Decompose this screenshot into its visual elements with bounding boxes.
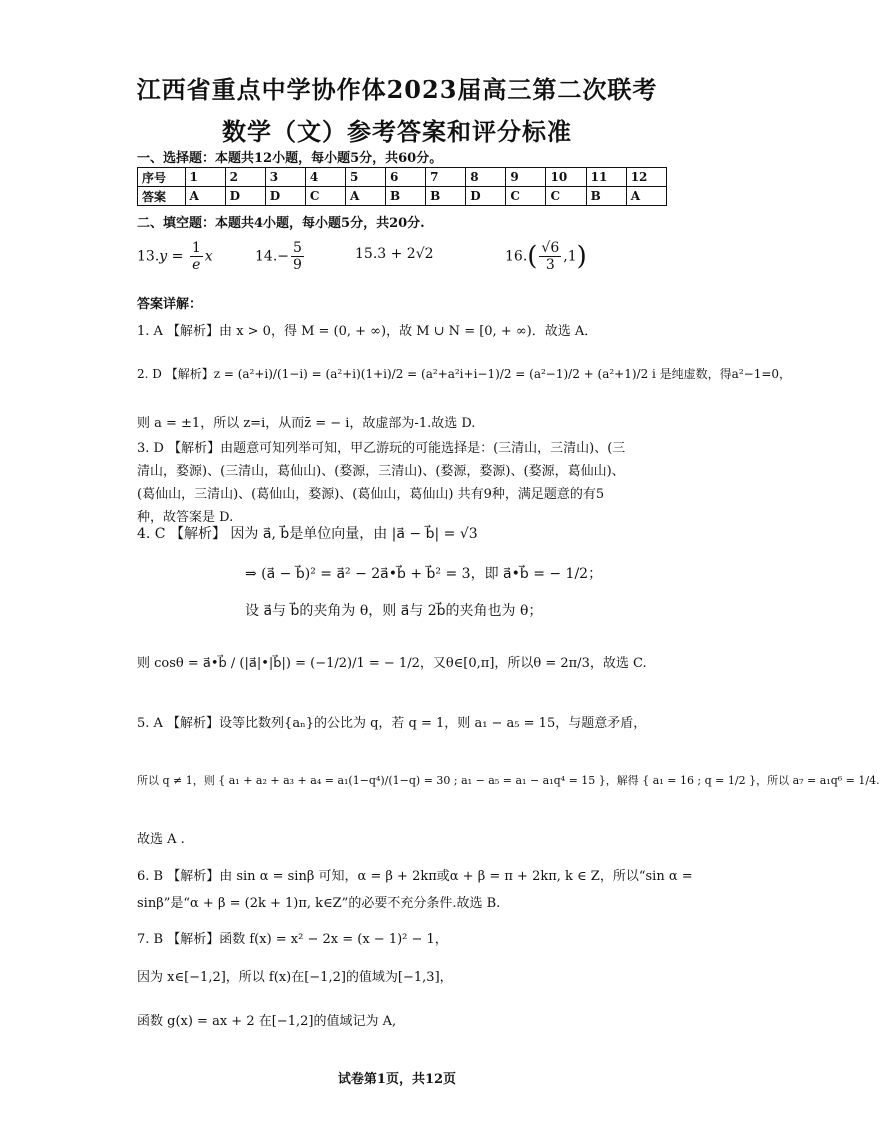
table-cell: 5 (345, 168, 385, 187)
table-cell: D (225, 187, 265, 206)
solution-3-line1: 3. D 【解析】由题意可知列举可知，甲乙游玩的可能选择是：(三清山，三清山)、(三 (137, 441, 626, 456)
fill-answer-16 (505, 240, 587, 273)
left-paren-icon: ( (527, 241, 538, 272)
table-cell: 12 (626, 168, 666, 187)
solution-4-line4: 则 cosθ = a⃗•b⃗ / (|a⃗|•|b⃗|) = (−1/2)/1 = − 1/2，又θ∈[0,π]，所以θ = 2π/3，故选 C. (137, 656, 647, 671)
table-header-answer: 答案 (138, 187, 186, 206)
section-fill-heading: 二、填空题：本题共4小题，每小题5分，共20分. (137, 216, 425, 231)
q13-rhs: x (204, 248, 213, 265)
table-cell: B (386, 187, 426, 206)
solution-2-line2: 则 a = ±1，所以 z=i，从而z̄ = − i，故虚部为-1.故选 D. (137, 416, 476, 431)
solution-6-line1: 6. B 【解析】由 sin α = sinβ 可知，α = β + 2kπ或α + β = π + 2kπ, k ∈ Z，所以“sin α = (137, 869, 693, 884)
table-row-numbers (138, 168, 667, 187)
solution-7-line1: 7. B 【解析】函数 f(x) = x² − 2x = (x − 1)² − 1， (137, 932, 448, 947)
table-cell: D (466, 187, 506, 206)
table-cell: A (185, 187, 225, 206)
q13-denominator: e (192, 257, 201, 273)
q13-fraction (190, 240, 203, 273)
table-cell: C (305, 187, 345, 206)
fill-answer-13 (137, 240, 213, 273)
table-cell: B (586, 187, 626, 206)
solution-4-line1: 4. C 【解析】 因为 a⃗, b⃗是单位向量，由 |a⃗ − b⃗| = √3 (137, 526, 478, 542)
solution-6-line2: sinβ”是“α + β = (2k + 1)π, k∈Z”的必要不充分条件.故选 B. (137, 896, 501, 911)
fill-answer-14 (255, 240, 306, 273)
table-cell: C (506, 187, 546, 206)
table-cell: A (345, 187, 385, 206)
right-paren-icon: ) (576, 241, 587, 272)
table-header-number: 序号 (138, 168, 186, 187)
table-cell: 6 (386, 168, 426, 187)
table-cell: 9 (506, 168, 546, 187)
table-cell: C (546, 187, 586, 206)
q14-denominator: 9 (293, 257, 302, 273)
solution-4-line3: 设 a⃗与 b⃗的夹角为 θ，则 a⃗与 2b⃗的夹角也为 θ； (245, 603, 543, 619)
q16-denominator: 3 (545, 257, 555, 273)
page-title: 江西省重点中学协作体2023届高三第二次联考 (136, 75, 658, 104)
q16-numerator: √6 (541, 240, 560, 256)
solution-3-line2: 清山，婺源)、(三清山，葛仙山)、(婺源，三清山)、(婺源，婺源)、(婺源，葛仙山)、 (137, 464, 625, 479)
solution-5-line2: 所以 q ≠ 1，则 { a₁ + a₂ + a₃ + a₄ = a₁(1−q⁴)/(1−q) = 30 ; a₁ − a₅ = a₁ − a₁q⁴ = 15 }，解得 { a₁ = 16 ; q = 1/2 }，所以 a₇ = a₁q⁶ = 1/4. (137, 774, 880, 787)
table-cell: D (265, 187, 305, 206)
solution-3-line3: (葛仙山，三清山)、(葛仙山，婺源)、(葛仙山，葛仙山) 共有9种，满足题意的有5 (137, 487, 605, 502)
table-cell: 3 (265, 168, 305, 187)
table-row-answers (138, 187, 667, 206)
solution-5-line3: 故选 A . (137, 832, 185, 847)
q14-fraction (291, 240, 304, 273)
solution-3-line4: 种，故答案是 D. (137, 510, 234, 525)
table-cell: 2 (225, 168, 265, 187)
q14-numerator: 5 (293, 240, 302, 256)
q16-label: 16. (505, 248, 528, 265)
q16-rest: ,1 (563, 248, 577, 265)
solution-7-line2: 因为 x∈[−1,2]，所以 f(x)在[−1,2]的值域为[−1,3]， (137, 970, 453, 985)
solution-2-line1: 2. D 【解析】z = (a²+i)/(1−i) = (a²+i)(1+i)/2 = (a²+a²i+i−1)/2 = (a²−1)/2 + (a²+1)/2 i 是纯虚数，得a²−1=0， (137, 367, 792, 381)
answer-table (137, 167, 667, 206)
details-heading: 答案详解： (137, 297, 203, 312)
q13-numerator: 1 (191, 240, 201, 256)
fill-answer-15: 15.3 + 2√2 (355, 246, 434, 262)
table-cell: 11 (586, 168, 626, 187)
q16-fraction (539, 240, 561, 273)
table-cell: 8 (466, 168, 506, 187)
solution-5-line1: 5. A 【解析】设等比数列{aₙ}的公比为 q，若 q = 1，则 a₁ − a₅ = 15，与题意矛盾， (137, 716, 647, 731)
table-cell: 10 (546, 168, 586, 187)
q13-label: 13. (137, 248, 160, 265)
table-cell: A (626, 187, 666, 206)
page-footer: 试卷第1页，共12页 (337, 1072, 457, 1087)
table-cell: B (426, 187, 466, 206)
table-cell: 1 (185, 168, 225, 187)
solution-1: 1. A 【解析】由 x > 0，得 M = (0, + ∞)，故 M ∪ N = [0, + ∞)．故选 A． (137, 324, 598, 339)
solution-7-line3: 函数 g(x) = ax + 2 在[−1,2]的值域记为 A, (137, 1014, 397, 1029)
table-cell: 7 (426, 168, 466, 187)
q14-label: 14.− (255, 248, 289, 265)
table-cell: 4 (305, 168, 345, 187)
q13-lhs: y = (159, 248, 188, 265)
page-subtitle: 数学（文）参考答案和评分标准 (222, 117, 572, 146)
section-choice-heading: 一、选择题：本题共12小题，每小题5分，共60分。 (137, 151, 443, 166)
solution-4-line2: ⇒ (a⃗ − b⃗)² = a⃗² − 2a⃗•b⃗ + b⃗² = 3，即 a⃗•b⃗ = − 1/2； (245, 566, 603, 582)
